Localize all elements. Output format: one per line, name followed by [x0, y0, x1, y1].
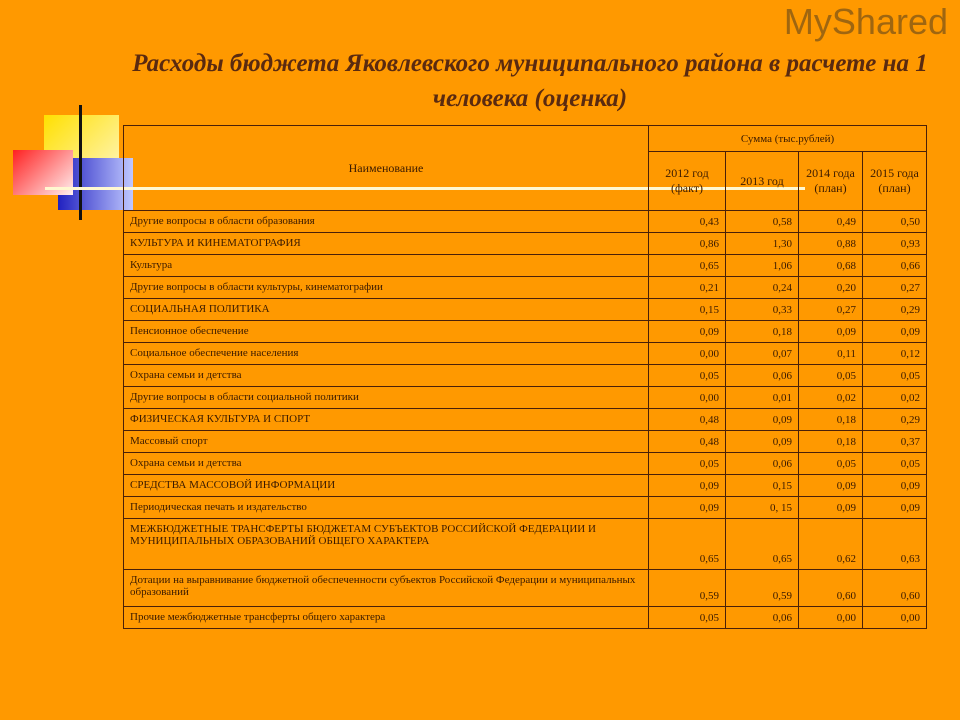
budget-table	[123, 125, 927, 629]
row-name: МЕЖБЮДЖЕТНЫЕ ТРАНСФЕРТЫ БЮДЖЕТАМ СУБЪЕКТОВ РОССИЙСКОЙ ФЕДЕРАЦИИ И МУНИЦИПАЛЬНЫХ ОБРАЗОВАНИЙ ОБЩЕГО ХАРАКТЕРА	[124, 519, 649, 570]
row-value: 0,05	[863, 453, 927, 475]
table-row	[124, 343, 927, 365]
row-name: СОЦИАЛЬНАЯ ПОЛИТИКА	[124, 299, 649, 321]
row-value: 0,20	[799, 277, 863, 299]
table-row	[124, 409, 927, 431]
row-value: 0,11	[799, 343, 863, 365]
row-value: 0,05	[799, 453, 863, 475]
row-name: СРЕДСТВА МАССОВОЙ ИНФОРМАЦИИ	[124, 475, 649, 497]
row-value: 0,06	[726, 365, 799, 387]
table-row	[124, 277, 927, 299]
row-value: 0,05	[799, 365, 863, 387]
row-value: 0,12	[863, 343, 927, 365]
row-name: Охрана семьи и детства	[124, 365, 649, 387]
row-value: 0,00	[799, 607, 863, 629]
row-value: 0,43	[649, 211, 726, 233]
row-value: 0,18	[799, 431, 863, 453]
row-value: 0,93	[863, 233, 927, 255]
row-name: Другие вопросы в области социальной политики	[124, 387, 649, 409]
row-value: 0,09	[649, 321, 726, 343]
row-name: Периодическая печать и издательство	[124, 497, 649, 519]
row-name: Пенсионное обеспечение	[124, 321, 649, 343]
row-value: 0,86	[649, 233, 726, 255]
table-row	[124, 475, 927, 497]
row-value: 0,00	[649, 343, 726, 365]
table-row	[124, 365, 927, 387]
row-value: 0,37	[863, 431, 927, 453]
row-value: 0,09	[649, 497, 726, 519]
row-value: 0,05	[649, 365, 726, 387]
table-row	[124, 607, 927, 629]
row-name: Массовый спорт	[124, 431, 649, 453]
row-value: 1,06	[726, 255, 799, 277]
header-year: 2012 год (факт)	[649, 152, 726, 211]
row-value: 0,00	[863, 607, 927, 629]
row-value: 0,65	[649, 255, 726, 277]
row-value: 0,18	[726, 321, 799, 343]
row-value: 0,07	[726, 343, 799, 365]
row-name: Культура	[124, 255, 649, 277]
row-value: 0,05	[863, 365, 927, 387]
row-value: 0,05	[649, 453, 726, 475]
row-value: 0,09	[799, 475, 863, 497]
table-row	[124, 299, 927, 321]
row-value: 0,29	[863, 409, 927, 431]
row-value: 0,09	[726, 431, 799, 453]
row-value: 0,09	[799, 321, 863, 343]
row-value: 0,66	[863, 255, 927, 277]
row-value: 0,09	[863, 497, 927, 519]
row-value: 0,06	[726, 453, 799, 475]
row-value: 0,09	[649, 475, 726, 497]
decor-vertical-line	[79, 105, 82, 220]
row-name: Другие вопросы в области культуры, кинематографии	[124, 277, 649, 299]
row-value: 0,49	[799, 211, 863, 233]
row-value: 0,58	[726, 211, 799, 233]
table-row	[124, 497, 927, 519]
row-name: КУЛЬТУРА И КИНЕМАТОГРАФИЯ	[124, 233, 649, 255]
table-row	[124, 255, 927, 277]
header-year: 2015 года (план)	[863, 152, 927, 211]
table-row	[124, 570, 927, 607]
table-row	[124, 519, 927, 570]
row-value: 0,18	[799, 409, 863, 431]
row-value: 0,62	[799, 519, 863, 570]
header-year: 2014 года (план)	[799, 152, 863, 211]
row-value: 0,50	[863, 211, 927, 233]
row-value: 0,09	[726, 409, 799, 431]
table-row	[124, 387, 927, 409]
table-row	[124, 211, 927, 233]
row-value: 0,27	[799, 299, 863, 321]
row-value: 0,05	[649, 607, 726, 629]
row-value: 0,60	[799, 570, 863, 607]
row-name: Социальное обеспечение населения	[124, 343, 649, 365]
row-value: 0,59	[649, 570, 726, 607]
header-sum: Сумма (тыс.рублей)	[649, 126, 927, 152]
row-value: 0,33	[726, 299, 799, 321]
row-value: 0,15	[726, 475, 799, 497]
row-value: 0,68	[799, 255, 863, 277]
row-value: 0,63	[863, 519, 927, 570]
header-name: Наименование	[124, 126, 649, 211]
row-value: 0,48	[649, 409, 726, 431]
table-row	[124, 321, 927, 343]
row-value: 0,65	[649, 519, 726, 570]
row-value: 0,02	[799, 387, 863, 409]
row-value: 0,01	[726, 387, 799, 409]
row-name: Другие вопросы в области образования	[124, 211, 649, 233]
row-value: 0, 15	[726, 497, 799, 519]
row-value: 0,27	[863, 277, 927, 299]
table-row	[124, 431, 927, 453]
row-value: 0,09	[863, 475, 927, 497]
row-value: 0,24	[726, 277, 799, 299]
row-value: 0,02	[863, 387, 927, 409]
row-value: 0,00	[649, 387, 726, 409]
page-title: Расходы бюджета Яковлевского муниципального района в расчете на 1 человека (оценка)	[132, 50, 928, 112]
header-year: 2013 год	[726, 152, 799, 211]
row-name: Прочие межбюджетные трансферты общего характера	[124, 607, 649, 629]
row-value: 0,48	[649, 431, 726, 453]
row-value: 1,30	[726, 233, 799, 255]
row-value: 0,15	[649, 299, 726, 321]
row-value: 0,29	[863, 299, 927, 321]
row-value: 0,09	[799, 497, 863, 519]
row-value: 0,06	[726, 607, 799, 629]
row-name: Дотации на выравнивание бюджетной обеспеченности субъектов Российской Федерации и муниципальных образований	[124, 570, 649, 607]
row-value: 0,60	[863, 570, 927, 607]
table-row	[124, 233, 927, 255]
row-value: 0,65	[726, 519, 799, 570]
row-value: 0,88	[799, 233, 863, 255]
row-value: 0,21	[649, 277, 726, 299]
watermark: MyShared	[783, 1, 948, 42]
row-value: 0,59	[726, 570, 799, 607]
table-row	[124, 453, 927, 475]
row-value: 0,09	[863, 321, 927, 343]
row-name: Охрана семьи и детства	[124, 453, 649, 475]
row-name: ФИЗИЧЕСКАЯ КУЛЬТУРА И СПОРТ	[124, 409, 649, 431]
